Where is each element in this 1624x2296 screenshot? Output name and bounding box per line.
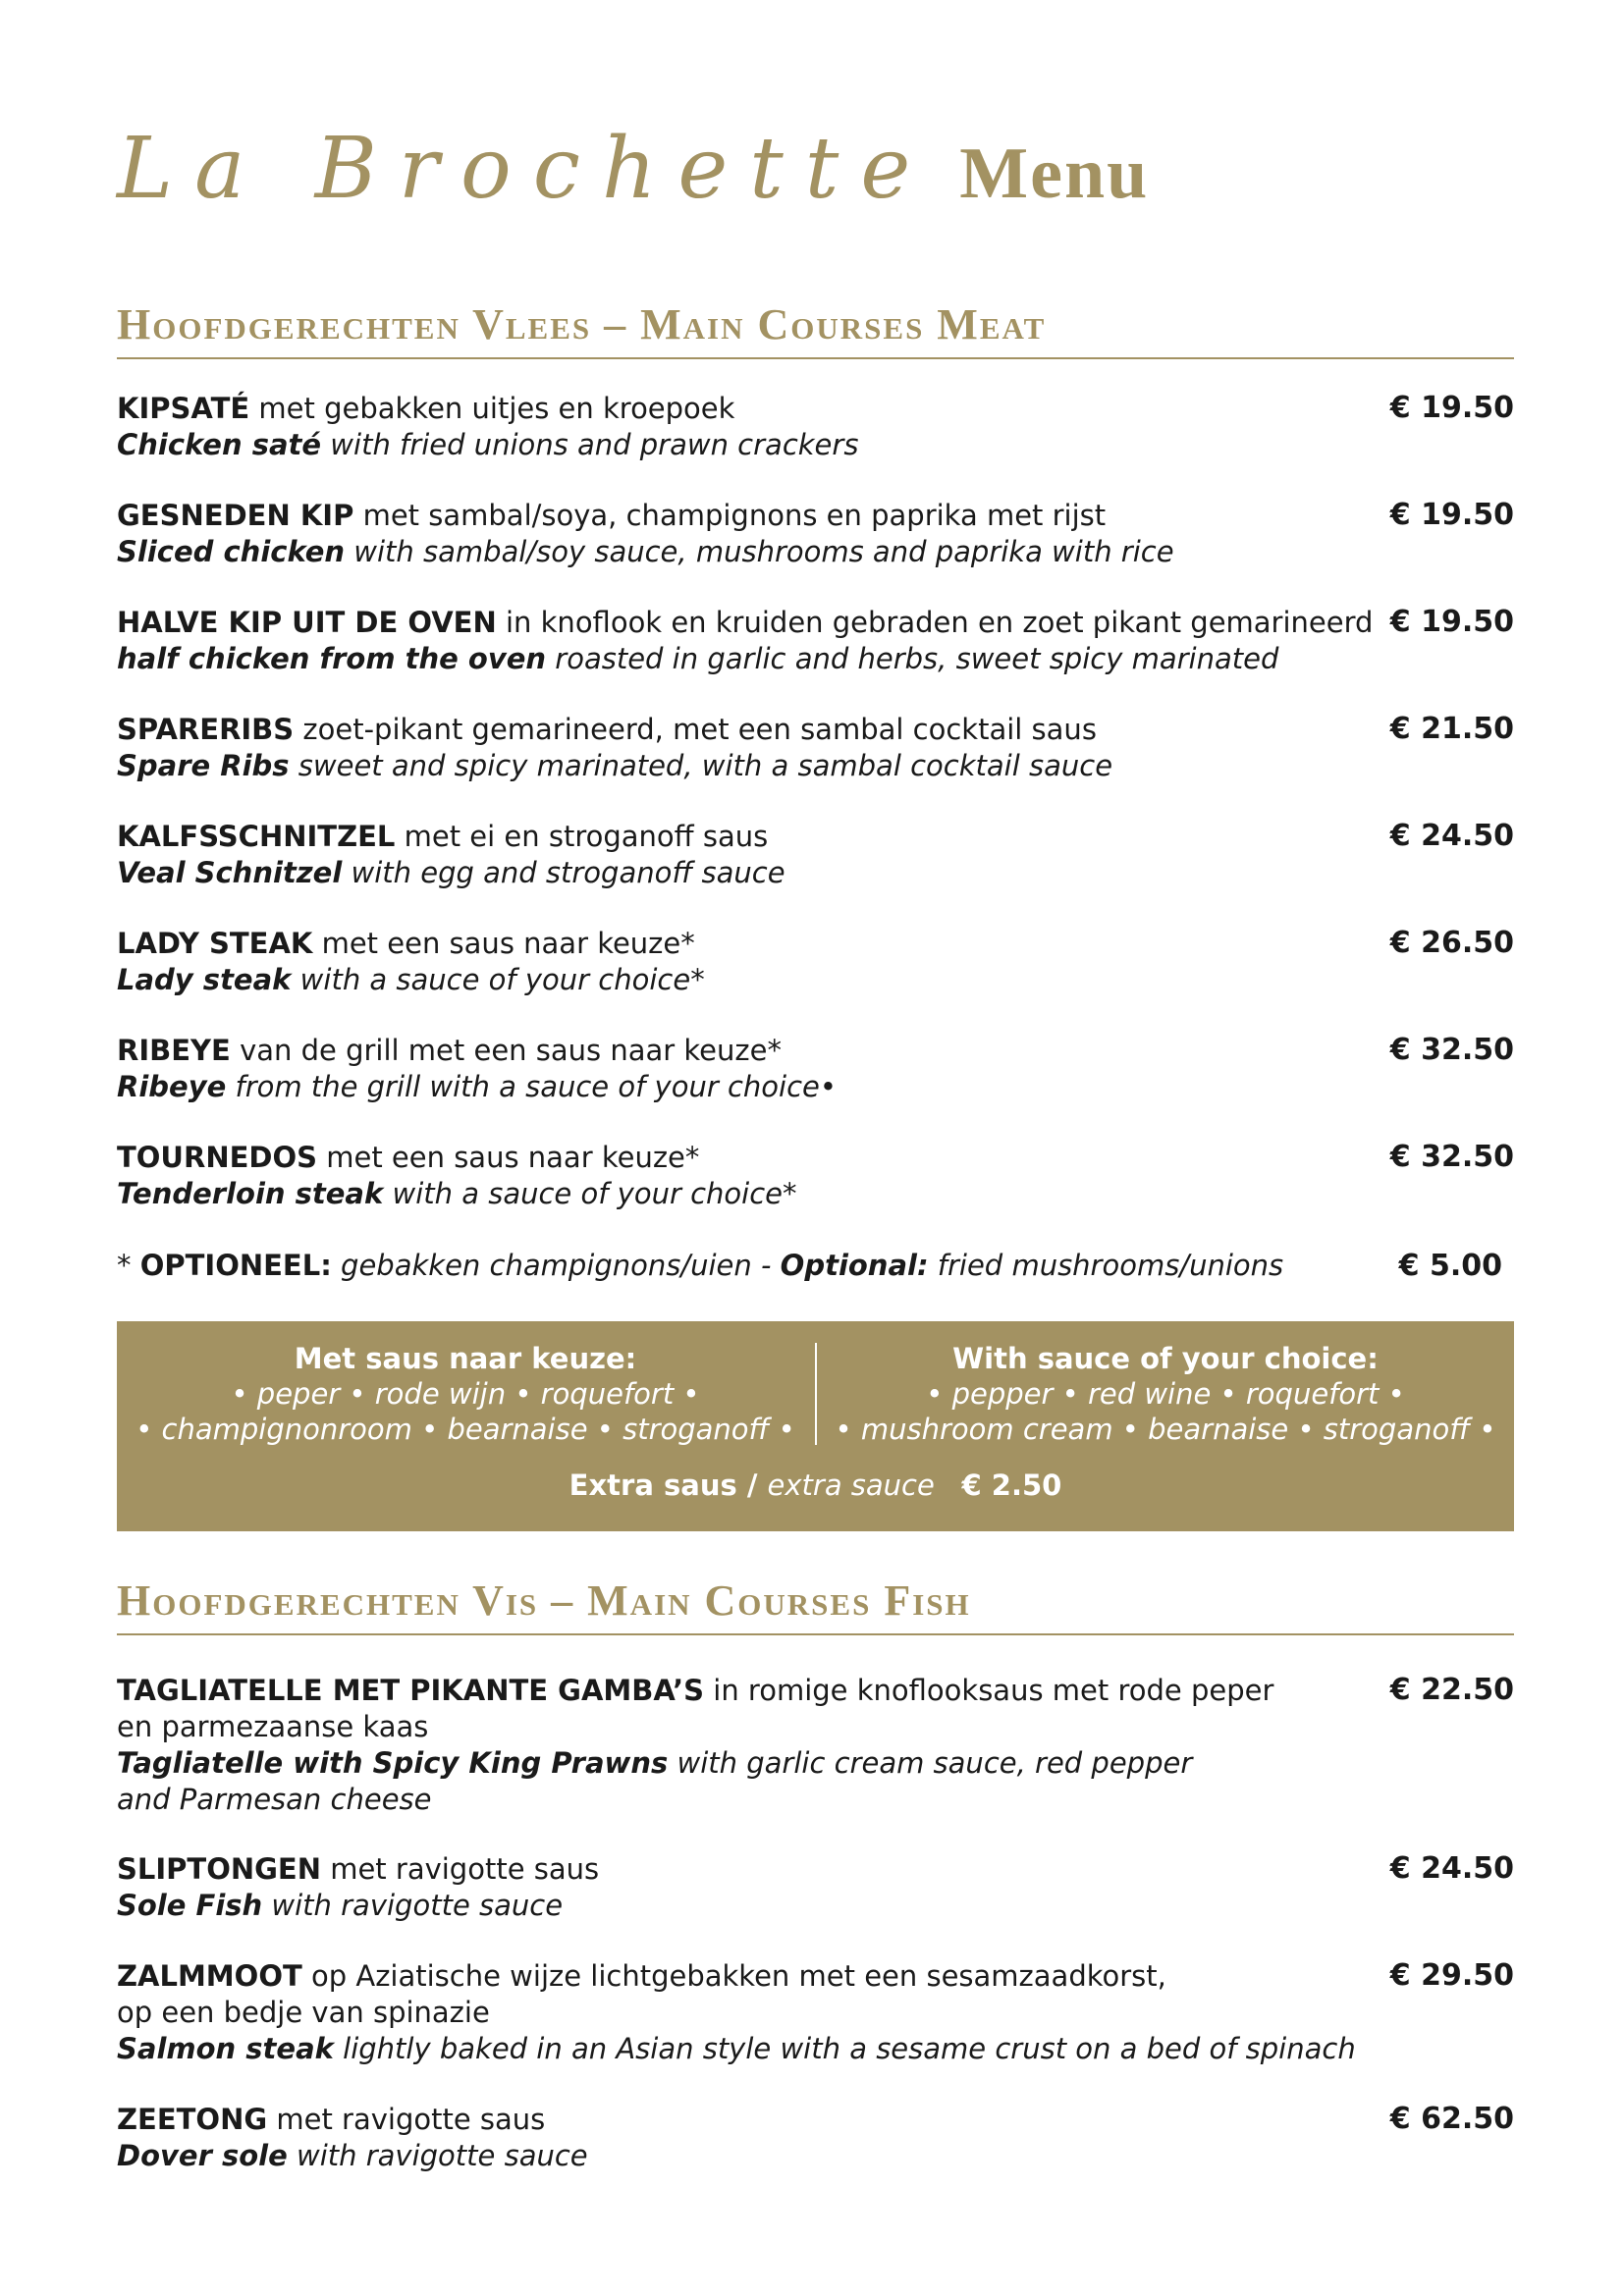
item-name-en: Sliced chicken xyxy=(117,535,346,568)
item-price: € 21.50 xyxy=(1389,712,1514,746)
item-name-en: Lady steak xyxy=(117,963,292,996)
item-dutch-line xyxy=(117,712,1374,748)
menu-item-zeetong xyxy=(117,2102,1514,2174)
item-price: € 32.50 xyxy=(1389,1140,1514,1174)
item-name-nl: TAGLIATELLE MET PIKANTE GAMBA’S xyxy=(117,1674,705,1707)
sauce-list-nl-1: • peper • rode wijn • roquefort • xyxy=(231,1377,700,1411)
item-price: € 22.50 xyxy=(1389,1673,1514,1707)
optional-price: € 5.00 xyxy=(1398,1249,1502,1283)
sauce-column-english xyxy=(817,1341,1514,1447)
item-desc-nl: met ei en stroganoff saus xyxy=(395,820,769,853)
item-price: € 19.50 xyxy=(1389,498,1514,532)
item-name-nl: GESNEDEN KIP xyxy=(117,499,354,532)
item-desc-nl: met een saus naar keuze* xyxy=(312,927,695,960)
menu-item-halve-kip xyxy=(117,605,1514,677)
menu-word: Menu xyxy=(959,133,1150,214)
item-dutch-line xyxy=(117,1140,1374,1176)
sauce-list-en-2: • mushroom cream • bearnaise • stroganoff • xyxy=(835,1413,1496,1446)
item-name-en: Sole Fish xyxy=(117,1889,263,1922)
item-dutch-line xyxy=(117,498,1374,534)
item-desc-en: with ravigotte sauce xyxy=(262,1889,564,1922)
sauce-column-dutch xyxy=(117,1341,814,1447)
item-english-line-2: and Parmesan cheese xyxy=(117,1783,432,1816)
item-dutch-line xyxy=(117,926,1374,962)
item-desc-nl: met ravigotte saus xyxy=(321,1852,600,1886)
item-dutch-line xyxy=(117,1033,1374,1069)
item-english-line xyxy=(117,641,1374,677)
item-price: € 32.50 xyxy=(1389,1033,1514,1067)
item-name-nl: LADY STEAK xyxy=(117,927,313,960)
item-desc-en: with a sauce of your choice* xyxy=(383,1177,797,1210)
meat-section-heading: Hoofdgerechten Vlees – Main Courses Meat xyxy=(117,299,1514,359)
item-name-nl: SLIPTONGEN xyxy=(117,1852,321,1886)
item-desc-nl: in romige knoflooksaus met rode peper xyxy=(704,1674,1274,1707)
item-desc-nl: met sambal/soya, champignons en paprika met rijst xyxy=(353,499,1107,532)
optional-text-nl: gebakken champignons/uien - xyxy=(331,1249,781,1282)
item-name-en: Tenderloin steak xyxy=(117,1177,384,1210)
sauce-list-en-1: • pepper • red wine • roquefort • xyxy=(926,1377,1405,1411)
item-dutch-line xyxy=(117,1673,1374,1709)
menu-item-gesneden-kip xyxy=(117,498,1514,570)
item-price: € 19.50 xyxy=(1389,605,1514,639)
item-english-line xyxy=(117,1888,1374,1924)
menu-item-sliptongen xyxy=(117,1851,1514,1924)
item-desc-en: with fried unions and prawn crackers xyxy=(321,428,859,461)
extra-sauce-line xyxy=(117,1468,1514,1502)
extra-sauce-price: € 2.50 xyxy=(961,1468,1062,1502)
item-desc-nl: op Aziatische wijze lichtgebakken met een sesamzaadkorst, xyxy=(301,1959,1166,1993)
item-english-line xyxy=(117,2138,1374,2174)
item-name-nl: ZEETONG xyxy=(117,2103,268,2136)
extra-sauce-en: extra sauce xyxy=(767,1468,935,1502)
menu-item-kipsate xyxy=(117,391,1514,463)
item-name-en: half chicken from the oven xyxy=(117,642,547,675)
menu-item-tournedos xyxy=(117,1140,1514,1212)
item-desc-en: with egg and stroganoff sauce xyxy=(342,856,785,889)
item-english-line xyxy=(117,1745,1374,1782)
item-price: € 19.50 xyxy=(1389,391,1514,425)
extra-sauce-nl: Extra saus / xyxy=(568,1468,768,1502)
menu-title xyxy=(117,120,1149,228)
item-desc-nl: in knoflook en kruiden gebraden en zoet pikant gemarineerd xyxy=(496,606,1374,639)
item-desc-en: with ravigotte sauce xyxy=(287,2139,588,2172)
item-name-en: Dover sole xyxy=(117,2139,288,2172)
item-dutch-line xyxy=(117,2102,1374,2138)
item-desc-en: from the grill with a sauce of your choice• xyxy=(226,1070,837,1103)
fish-section-heading: Hoofdgerechten Vis – Main Courses Fish xyxy=(117,1575,1514,1635)
item-name-nl: KIPSATÉ xyxy=(117,392,250,425)
item-name-nl: ZALMMOOT xyxy=(117,1959,302,1993)
item-desc-en: with sambal/soy sauce, mushrooms and paprika with rice xyxy=(345,535,1174,568)
item-dutch-line-2: en parmezaanse kaas xyxy=(117,1710,429,1743)
sauce-heading-en: With sauce of your choice: xyxy=(952,1342,1379,1375)
item-english-line xyxy=(117,855,1374,891)
optional-extras-line xyxy=(117,1249,1514,1282)
item-desc-nl: met ravigotte saus xyxy=(267,2103,546,2136)
item-name-nl: KALFSSCHNITZEL xyxy=(117,820,396,853)
item-english-line xyxy=(117,427,1374,463)
menu-item-spareribs xyxy=(117,712,1514,784)
item-dutch-line xyxy=(117,605,1374,641)
item-name-nl: RIBEYE xyxy=(117,1034,231,1067)
item-english-line xyxy=(117,962,1374,998)
item-price: € 62.50 xyxy=(1389,2102,1514,2136)
item-price: € 24.50 xyxy=(1389,819,1514,853)
item-price: € 29.50 xyxy=(1389,1958,1514,1993)
item-dutch-line-2: op een bedje van spinazie xyxy=(117,1996,490,2029)
item-desc-en: with a sauce of your choice* xyxy=(291,963,705,996)
item-name-en: Ribeye xyxy=(117,1070,227,1103)
item-name-en: Veal Schnitzel xyxy=(117,856,343,889)
item-desc-en: roasted in garlic and herbs, sweet spicy marinated xyxy=(546,642,1279,675)
item-dutch-line xyxy=(117,1958,1374,1995)
item-name-nl: SPARERIBS xyxy=(117,713,295,746)
item-dutch-line xyxy=(117,819,1374,855)
item-desc-en: lightly baked in an Asian style with a sesame crust on a bed of spinach xyxy=(333,2032,1356,2065)
optional-text-en: fried mushrooms/unions xyxy=(928,1249,1284,1282)
item-desc-nl: met gebakken uitjes en kroepoek xyxy=(249,392,735,425)
item-name-nl: TOURNEDOS xyxy=(117,1141,318,1174)
item-desc-nl: met een saus naar keuze* xyxy=(317,1141,700,1174)
item-english-line xyxy=(117,1176,1374,1212)
item-desc-en: sweet and spicy marinated, with a sambal cocktail sauce xyxy=(289,749,1113,782)
item-name-en: Tagliatelle with Spicy King Prawns xyxy=(117,1746,669,1780)
item-price: € 26.50 xyxy=(1389,926,1514,960)
item-desc-nl: zoet-pikant gemarineerd, met een sambal cocktail saus xyxy=(294,713,1097,746)
item-english-line xyxy=(117,2031,1374,2067)
item-price: € 24.50 xyxy=(1389,1851,1514,1886)
optional-label-en: Optional: xyxy=(780,1249,929,1282)
item-dutch-line xyxy=(117,391,1374,427)
menu-item-lady-steak xyxy=(117,926,1514,998)
item-dutch-line xyxy=(117,1851,1374,1888)
optional-label-nl: OPTIONEEL: xyxy=(139,1249,332,1282)
optional-asterisk: * xyxy=(117,1249,140,1282)
item-english-line xyxy=(117,748,1374,784)
menu-item-ribeye xyxy=(117,1033,1514,1105)
sauce-choice-box xyxy=(117,1321,1514,1531)
sauce-heading-nl: Met saus naar keuze: xyxy=(294,1342,637,1375)
item-name-en: Spare Ribs xyxy=(117,749,290,782)
item-english-line xyxy=(117,1069,1374,1105)
menu-item-zalmmoot xyxy=(117,1958,1514,2067)
menu-item-tagliatelle xyxy=(117,1673,1514,1818)
restaurant-name: La Brochette xyxy=(117,120,933,218)
item-desc-en: with garlic cream sauce, red pepper xyxy=(668,1746,1193,1780)
item-desc-nl: van de grill met een saus naar keuze* xyxy=(230,1034,782,1067)
item-name-en: Salmon steak xyxy=(117,2032,334,2065)
item-english-line xyxy=(117,534,1374,570)
item-name-en: Chicken saté xyxy=(117,428,322,461)
sauce-list-nl-2: • champignonroom • bearnaise • stroganoff • xyxy=(135,1413,795,1446)
menu-item-kalfsschnitzel xyxy=(117,819,1514,891)
item-name-nl: HALVE KIP UIT DE OVEN xyxy=(117,606,497,639)
